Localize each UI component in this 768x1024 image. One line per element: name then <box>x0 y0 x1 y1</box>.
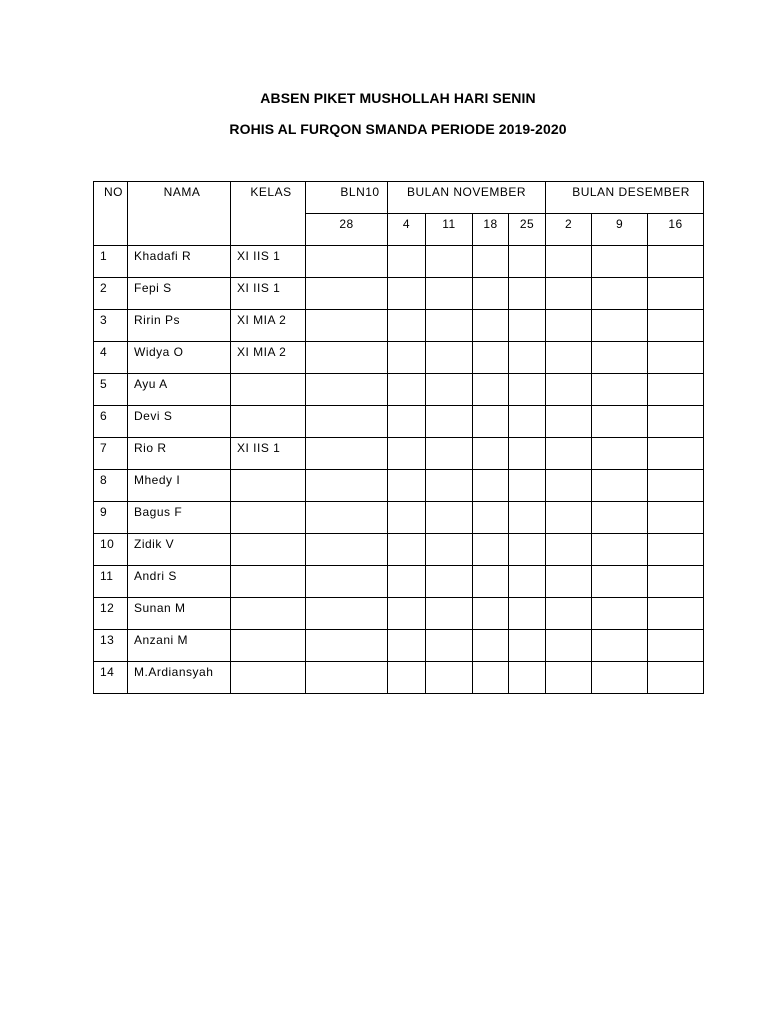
attendance-cell[interactable] <box>546 662 592 694</box>
cell-nama: Bagus F <box>128 502 231 534</box>
attendance-cell[interactable] <box>473 502 509 534</box>
attendance-cell[interactable] <box>546 630 592 662</box>
attendance-cell[interactable] <box>306 470 388 502</box>
cell-kelas <box>231 662 306 694</box>
cell-no: 5 <box>94 374 128 406</box>
attendance-cell[interactable] <box>388 598 426 630</box>
attendance-cell[interactable] <box>306 374 388 406</box>
header-date: 11 <box>426 214 473 246</box>
cell-kelas <box>231 470 306 502</box>
attendance-cell[interactable] <box>648 406 704 438</box>
attendance-cell[interactable] <box>546 406 592 438</box>
header-date: 25 <box>509 214 546 246</box>
attendance-cell[interactable] <box>473 374 509 406</box>
table-row <box>94 278 704 310</box>
attendance-cell[interactable] <box>426 566 473 598</box>
attendance-cell[interactable] <box>306 534 388 566</box>
attendance-cell[interactable] <box>473 662 509 694</box>
table-row <box>94 342 704 374</box>
attendance-cell[interactable] <box>509 246 546 278</box>
header-date: 9 <box>592 214 648 246</box>
cell-no: 9 <box>94 502 128 534</box>
attendance-cell[interactable] <box>648 662 704 694</box>
header-desember: BULAN DESEMBER <box>546 182 704 214</box>
cell-nama: Fepi S <box>128 278 231 310</box>
attendance-cell[interactable] <box>306 630 388 662</box>
attendance-cell[interactable] <box>509 406 546 438</box>
cell-nama: Anzani M <box>128 630 231 662</box>
cell-kelas <box>231 502 306 534</box>
table-row <box>94 566 704 598</box>
attendance-cell[interactable] <box>592 342 648 374</box>
attendance-cell[interactable] <box>426 278 473 310</box>
attendance-cell[interactable] <box>306 342 388 374</box>
attendance-cell[interactable] <box>306 246 388 278</box>
attendance-cell[interactable] <box>388 406 426 438</box>
attendance-cell[interactable] <box>509 598 546 630</box>
attendance-cell[interactable] <box>388 438 426 470</box>
attendance-cell[interactable] <box>473 406 509 438</box>
cell-nama: Devi S <box>128 406 231 438</box>
attendance-cell[interactable] <box>473 342 509 374</box>
attendance-cell[interactable] <box>509 470 546 502</box>
cell-nama: Ririn Ps <box>128 310 231 342</box>
table-row <box>94 374 704 406</box>
attendance-cell[interactable] <box>509 310 546 342</box>
attendance-cell[interactable] <box>306 438 388 470</box>
header-date: 4 <box>388 214 426 246</box>
attendance-cell[interactable] <box>473 310 509 342</box>
attendance-cell[interactable] <box>546 502 592 534</box>
attendance-cell[interactable] <box>388 374 426 406</box>
attendance-cell[interactable] <box>546 534 592 566</box>
attendance-cell[interactable] <box>306 502 388 534</box>
attendance-cell[interactable] <box>426 598 473 630</box>
table-row <box>94 310 704 342</box>
attendance-cell[interactable] <box>592 662 648 694</box>
cell-no: 2 <box>94 278 128 310</box>
attendance-cell[interactable] <box>509 374 546 406</box>
attendance-cell[interactable] <box>388 662 426 694</box>
table-row <box>94 598 704 630</box>
attendance-cell[interactable] <box>426 662 473 694</box>
attendance-cell[interactable] <box>648 502 704 534</box>
attendance-cell[interactable] <box>648 342 704 374</box>
document-subtitle: ROHIS AL FURQON SMANDA PERIODE 2019-2020 <box>229 121 567 137</box>
attendance-cell[interactable] <box>592 438 648 470</box>
attendance-cell[interactable] <box>546 342 592 374</box>
attendance-cell[interactable] <box>473 246 509 278</box>
document-title: ABSEN PIKET MUSHOLLAH HARI SENIN <box>260 90 536 106</box>
table-row <box>94 502 704 534</box>
attendance-cell[interactable] <box>426 310 473 342</box>
attendance-cell[interactable] <box>546 374 592 406</box>
cell-no: 12 <box>94 598 128 630</box>
attendance-cell[interactable] <box>426 406 473 438</box>
attendance-cell[interactable] <box>306 598 388 630</box>
attendance-cell[interactable] <box>388 310 426 342</box>
attendance-cell[interactable] <box>473 566 509 598</box>
header-kelas: KELAS <box>231 182 306 246</box>
attendance-cell[interactable] <box>592 630 648 662</box>
attendance-cell[interactable] <box>473 438 509 470</box>
attendance-cell[interactable] <box>546 278 592 310</box>
table-body <box>94 246 704 694</box>
cell-no: 3 <box>94 310 128 342</box>
table-row <box>94 534 704 566</box>
attendance-cell[interactable] <box>426 502 473 534</box>
cell-kelas: XI MIA 2 <box>231 310 306 342</box>
attendance-cell[interactable] <box>648 566 704 598</box>
attendance-cell[interactable] <box>592 470 648 502</box>
cell-nama: Andri S <box>128 566 231 598</box>
cell-nama: M.Ardiansyah <box>128 662 231 694</box>
header-date: 16 <box>648 214 704 246</box>
attendance-cell[interactable] <box>546 246 592 278</box>
attendance-cell[interactable] <box>473 470 509 502</box>
attendance-cell[interactable] <box>592 566 648 598</box>
table-row <box>94 662 704 694</box>
attendance-cell[interactable] <box>648 438 704 470</box>
attendance-cell[interactable] <box>509 630 546 662</box>
attendance-cell[interactable] <box>592 374 648 406</box>
header-row-months <box>94 182 704 214</box>
attendance-cell[interactable] <box>546 470 592 502</box>
attendance-cell[interactable] <box>306 566 388 598</box>
attendance-cell[interactable] <box>546 310 592 342</box>
attendance-cell[interactable] <box>306 310 388 342</box>
attendance-cell[interactable] <box>426 246 473 278</box>
cell-no: 14 <box>94 662 128 694</box>
cell-nama: Khadafi R <box>128 246 231 278</box>
attendance-cell[interactable] <box>648 278 704 310</box>
table-row <box>94 470 704 502</box>
attendance-cell[interactable] <box>426 470 473 502</box>
attendance-cell[interactable] <box>473 598 509 630</box>
cell-nama: Zidik V <box>128 534 231 566</box>
attendance-cell[interactable] <box>592 502 648 534</box>
attendance-cell[interactable] <box>426 630 473 662</box>
attendance-cell[interactable] <box>546 438 592 470</box>
attendance-cell[interactable] <box>546 598 592 630</box>
attendance-cell[interactable] <box>592 534 648 566</box>
cell-no: 13 <box>94 630 128 662</box>
attendance-cell[interactable] <box>388 278 426 310</box>
cell-nama: Widya O <box>128 342 231 374</box>
cell-kelas: XI IIS 1 <box>231 278 306 310</box>
header-november: BULAN NOVEMBER <box>388 182 546 214</box>
attendance-cell[interactable] <box>388 246 426 278</box>
cell-kelas <box>231 566 306 598</box>
header-bln10: BLN10 <box>306 182 388 214</box>
attendance-cell[interactable] <box>592 406 648 438</box>
cell-no: 4 <box>94 342 128 374</box>
cell-kelas: XI IIS 1 <box>231 246 306 278</box>
cell-no: 8 <box>94 470 128 502</box>
attendance-cell[interactable] <box>509 278 546 310</box>
table-row <box>94 630 704 662</box>
attendance-cell[interactable] <box>592 246 648 278</box>
attendance-cell[interactable] <box>306 662 388 694</box>
header-date: 18 <box>473 214 509 246</box>
attendance-cell[interactable] <box>648 246 704 278</box>
cell-no: 7 <box>94 438 128 470</box>
attendance-cell[interactable] <box>509 502 546 534</box>
attendance-cell[interactable] <box>426 438 473 470</box>
cell-nama: Mhedy I <box>128 470 231 502</box>
attendance-cell[interactable] <box>388 566 426 598</box>
attendance-cell[interactable] <box>306 406 388 438</box>
cell-kelas <box>231 630 306 662</box>
attendance-cell[interactable] <box>388 534 426 566</box>
attendance-cell[interactable] <box>473 630 509 662</box>
attendance-cell[interactable] <box>473 278 509 310</box>
attendance-cell[interactable] <box>509 342 546 374</box>
header-date: 28 <box>306 214 388 246</box>
attendance-cell[interactable] <box>388 342 426 374</box>
attendance-cell[interactable] <box>388 630 426 662</box>
attendance-cell[interactable] <box>509 566 546 598</box>
attendance-cell[interactable] <box>546 566 592 598</box>
attendance-cell[interactable] <box>388 502 426 534</box>
cell-no: 1 <box>94 246 128 278</box>
header-date: 2 <box>546 214 592 246</box>
attendance-cell[interactable] <box>592 598 648 630</box>
attendance-cell[interactable] <box>648 470 704 502</box>
cell-no: 6 <box>94 406 128 438</box>
attendance-cell[interactable] <box>306 278 388 310</box>
header-no: NO <box>94 182 128 246</box>
cell-kelas: XI IIS 1 <box>231 438 306 470</box>
attendance-cell[interactable] <box>473 534 509 566</box>
attendance-cell[interactable] <box>648 310 704 342</box>
attendance-cell[interactable] <box>592 278 648 310</box>
cell-kelas <box>231 534 306 566</box>
cell-nama: Sunan M <box>128 598 231 630</box>
attendance-cell[interactable] <box>426 374 473 406</box>
cell-kelas: XI MIA 2 <box>231 342 306 374</box>
cell-kelas <box>231 374 306 406</box>
cell-kelas <box>231 406 306 438</box>
attendance-cell[interactable] <box>509 438 546 470</box>
attendance-cell[interactable] <box>648 534 704 566</box>
attendance-cell[interactable] <box>648 598 704 630</box>
attendance-cell[interactable] <box>592 310 648 342</box>
cell-kelas <box>231 598 306 630</box>
attendance-cell[interactable] <box>648 630 704 662</box>
attendance-cell[interactable] <box>509 662 546 694</box>
table-row <box>94 438 704 470</box>
table-row <box>94 406 704 438</box>
attendance-table <box>93 181 704 694</box>
cell-nama: Ayu A <box>128 374 231 406</box>
table-row <box>94 246 704 278</box>
cell-nama: Rio R <box>128 438 231 470</box>
attendance-cell[interactable] <box>426 534 473 566</box>
attendance-cell[interactable] <box>388 470 426 502</box>
cell-no: 10 <box>94 534 128 566</box>
attendance-cell[interactable] <box>426 342 473 374</box>
cell-no: 11 <box>94 566 128 598</box>
header-nama: NAMA <box>128 182 231 246</box>
attendance-cell[interactable] <box>648 374 704 406</box>
attendance-cell[interactable] <box>509 534 546 566</box>
